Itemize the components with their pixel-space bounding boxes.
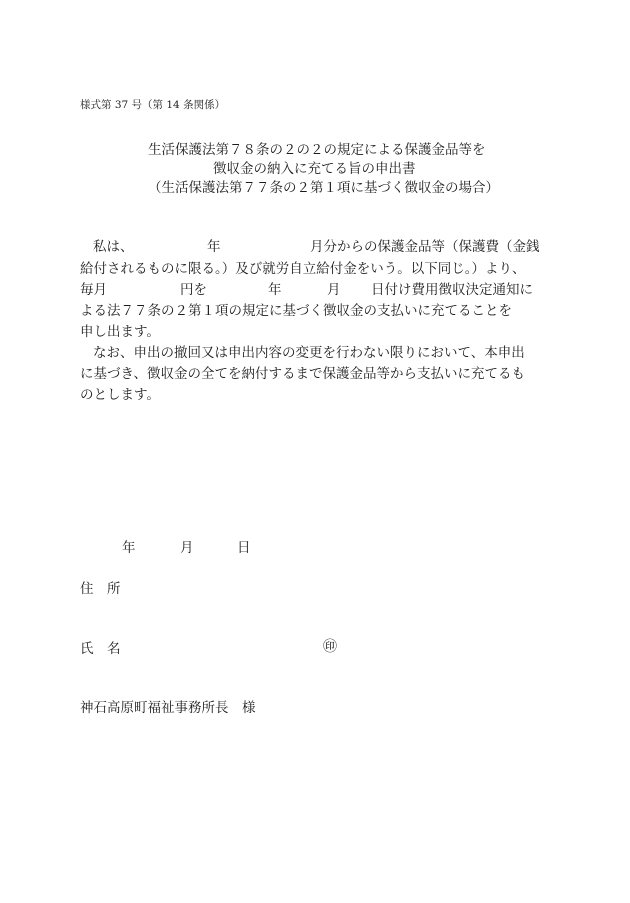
body-line3-month: 月 xyxy=(327,282,341,298)
date-year: 年 xyxy=(122,540,136,556)
body-line3-year: 年 xyxy=(268,282,282,298)
address-label: 住 所 xyxy=(80,581,121,597)
title-line-1: 生活保護法第７８条の２の２の規定による保護金品等を xyxy=(148,142,486,158)
body-line3-yen: 円を xyxy=(180,282,207,298)
body-line1-year: 年 xyxy=(207,239,221,255)
title-line-2: 徴収金の納入に充てる旨の申出書 xyxy=(213,161,416,177)
body-line8: のとします。 xyxy=(80,387,160,403)
body-line1-suffix: 月分からの保護金品等（保護費（金銭 xyxy=(310,239,540,255)
body-line1-prefix: 私は、 xyxy=(93,239,134,255)
title-line-3: （生活保護法第７７条の２第１項に基づく徴収金の場合） xyxy=(148,180,499,196)
addressee: 神石高原町福祉事務所長 様 xyxy=(80,700,256,716)
body-line2: 給付されるものに限る。）及び就労自立給付金をいう。以下同じ。）より、 xyxy=(80,261,526,277)
body-line3-suffix: 日付け費用徴収決定通知に xyxy=(371,282,533,298)
seal-mark: ㊞ xyxy=(323,639,337,655)
body-line5: 申し出ます。 xyxy=(80,324,160,340)
body-line6: なお、申出の撤回又は申出内容の変更を行わない限りにおいて、本申出 xyxy=(93,345,525,361)
name-label: 氏 名 xyxy=(80,641,121,657)
form-number: 様式第 37 号（第 14 条関係） xyxy=(80,99,226,111)
date-month: 月 xyxy=(180,540,194,556)
body-line4: よる法７７条の２第１項の規定に基づく徴収金の支払いに充てることを xyxy=(80,303,512,319)
date-day: 日 xyxy=(237,540,251,556)
body-line7: に基づき、徴収金の全てを納付するまで保護金品等から支払いに充てるも xyxy=(80,366,525,382)
body-line3-monthly: 毎月 xyxy=(80,282,107,298)
